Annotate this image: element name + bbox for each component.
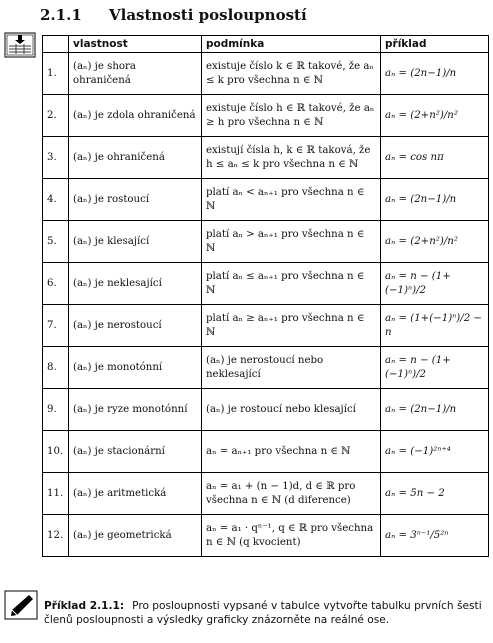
row-example: aₙ = (2n−1)/n <box>381 389 489 431</box>
row-number: 8. <box>43 347 69 389</box>
row-condition: aₙ = aₙ₊₁ pro všechna n ∈ ℕ <box>202 431 381 473</box>
row-condition: existuje číslo k ∈ ℝ takové, že aₙ ≤ k pro všechna n ∈ ℕ <box>202 53 381 95</box>
section-heading <box>40 6 307 24</box>
row-number: 3. <box>43 137 69 179</box>
row-property: (aₙ) je klesající <box>69 221 202 263</box>
row-example: aₙ = (2n−1)/n <box>381 53 489 95</box>
row-number: 7. <box>43 305 69 347</box>
header-condition: podmínka <box>202 36 381 53</box>
table-icon <box>4 32 36 58</box>
row-property: (aₙ) je rostoucí <box>69 179 202 221</box>
row-property: (aₙ) je nerostoucí <box>69 305 202 347</box>
table-header-row <box>43 36 489 53</box>
table-row <box>43 53 489 95</box>
row-number: 12. <box>43 515 69 557</box>
row-property: (aₙ) je aritmetická <box>69 473 202 515</box>
table-row <box>43 137 489 179</box>
table-row <box>43 179 489 221</box>
row-example: aₙ = cos nπ <box>381 137 489 179</box>
row-condition: platí aₙ ≥ aₙ₊₁ pro všechna n ∈ ℕ <box>202 305 381 347</box>
row-example: aₙ = 3ⁿ⁻¹/5²ⁿ <box>381 515 489 557</box>
row-example: aₙ = 5n − 2 <box>381 473 489 515</box>
row-number: 4. <box>43 179 69 221</box>
row-property: (aₙ) je monotónní <box>69 347 202 389</box>
row-example: aₙ = (1+(−1)ⁿ)/2 − n <box>381 305 489 347</box>
row-condition: (aₙ) je nerostoucí nebo neklesající <box>202 347 381 389</box>
header-example: příklad <box>381 36 489 53</box>
row-example: aₙ = n − (1+(−1)ⁿ)/2 <box>381 347 489 389</box>
section-number: 2.1.1 <box>40 6 82 24</box>
row-number: 1. <box>43 53 69 95</box>
header-property: vlastnost <box>69 36 202 53</box>
table-row <box>43 515 489 557</box>
row-example: aₙ = (2+n²)/n² <box>381 221 489 263</box>
row-number: 6. <box>43 263 69 305</box>
properties-table <box>42 35 489 557</box>
row-condition: existuje číslo h ∈ ℝ takové, že aₙ ≥ h pro všechna n ∈ ℕ <box>202 95 381 137</box>
row-number: 9. <box>43 389 69 431</box>
row-condition: existují čísla h, k ∈ ℝ taková, že h ≤ aₙ ≤ k pro všechna n ∈ ℕ <box>202 137 381 179</box>
row-example: aₙ = (2+n²)/n² <box>381 95 489 137</box>
row-property: (aₙ) je ohraničená <box>69 137 202 179</box>
row-example: aₙ = (2n−1)/n <box>381 179 489 221</box>
row-property: (aₙ) je geometrická <box>69 515 202 557</box>
table-row <box>43 305 489 347</box>
row-number: 5. <box>43 221 69 263</box>
row-number: 2. <box>43 95 69 137</box>
row-example: aₙ = (−1)²ⁿ⁺⁴ <box>381 431 489 473</box>
section-title: Vlastnosti posloupností <box>109 6 307 24</box>
pencil-example-icon <box>4 590 38 620</box>
row-property: (aₙ) je zdola ohraničená <box>69 95 202 137</box>
row-property: (aₙ) je neklesající <box>69 263 202 305</box>
example-paragraph <box>44 599 484 627</box>
table-row <box>43 221 489 263</box>
table-row <box>43 263 489 305</box>
row-condition: platí aₙ > aₙ₊₁ pro všechna n ∈ ℕ <box>202 221 381 263</box>
table-row <box>43 389 489 431</box>
table-row <box>43 347 489 389</box>
example-label: Příklad 2.1.1: <box>44 600 125 612</box>
header-number <box>43 36 69 53</box>
table-row <box>43 95 489 137</box>
table-row <box>43 431 489 473</box>
row-number: 11. <box>43 473 69 515</box>
row-example: aₙ = n − (1+(−1)ⁿ)/2 <box>381 263 489 305</box>
row-condition: aₙ = a₁ + (n − 1)d, d ∈ ℝ pro všechna n ∈ ℕ (d diference) <box>202 473 381 515</box>
example-text: Pro posloupnosti vypsané v tabulce vytvořte tabulku prvních šesti členů posloupnosti a výsledky graficky znázorněte na reálné ose. <box>44 600 482 626</box>
row-condition: (aₙ) je rostoucí nebo klesající <box>202 389 381 431</box>
table-row <box>43 473 489 515</box>
row-property: (aₙ) je ryze monotónní <box>69 389 202 431</box>
row-property: (aₙ) je stacionární <box>69 431 202 473</box>
row-condition: platí aₙ ≤ aₙ₊₁ pro všechna n ∈ ℕ <box>202 263 381 305</box>
row-condition: aₙ = a₁ · qⁿ⁻¹, q ∈ ℝ pro všechna n ∈ ℕ (q kvocient) <box>202 515 381 557</box>
row-number: 10. <box>43 431 69 473</box>
row-property: (aₙ) je shora ohraničená <box>69 53 202 95</box>
row-condition: platí aₙ < aₙ₊₁ pro všechna n ∈ ℕ <box>202 179 381 221</box>
